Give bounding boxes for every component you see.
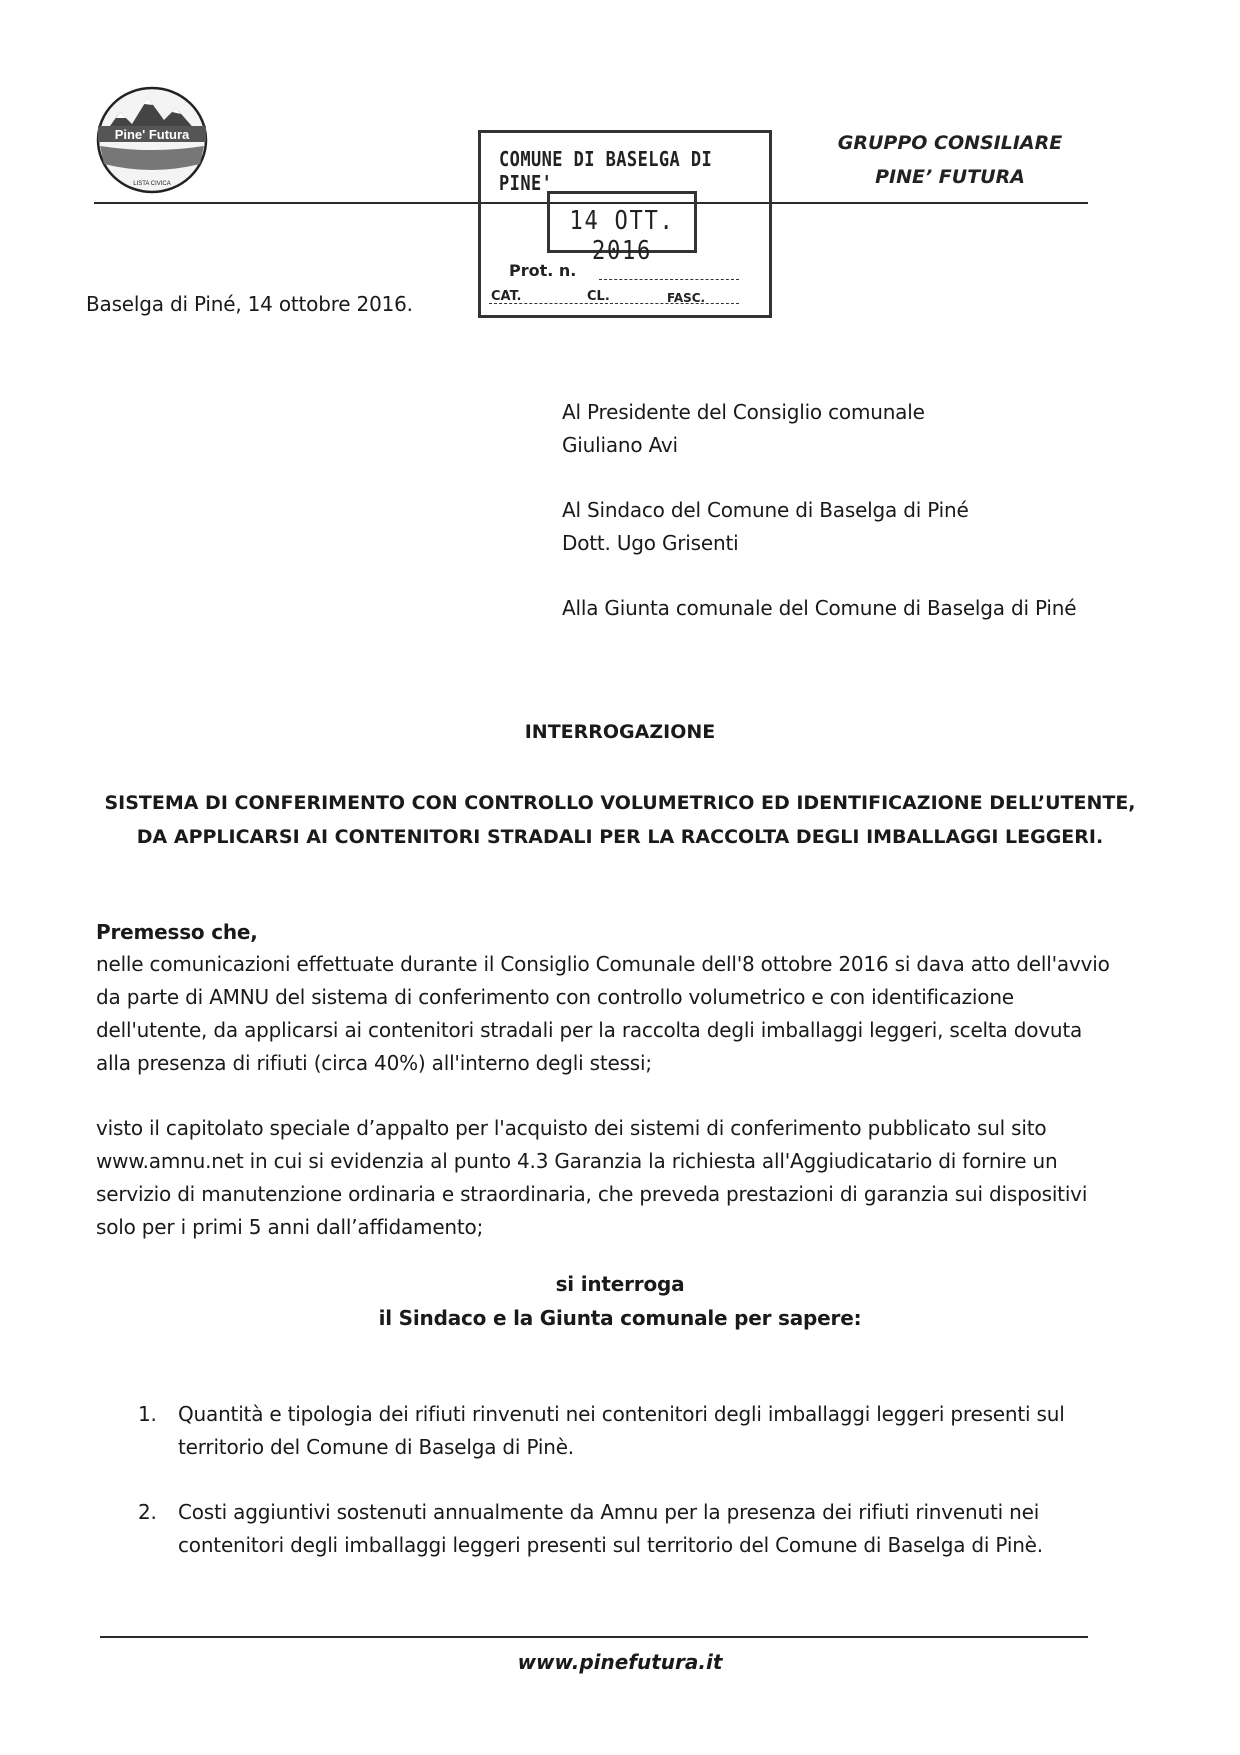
place-date: Baselga di Piné, 14 ottobre 2016. (86, 292, 413, 316)
group-line-1: GRUPPO CONSILIARE (837, 132, 1063, 154)
protocol-stamp (478, 130, 772, 318)
spacer (562, 462, 1122, 494)
group-line-2: PINE’ FUTURA (875, 166, 1025, 188)
pine-futura-logo (86, 84, 218, 196)
interroga-block (0, 1268, 1240, 1336)
stamp-cat-line (489, 303, 739, 304)
interroga-line-2: il Sindaco e la Giunta comunale per sapere: (378, 1306, 862, 1330)
stamp-prot-label: Prot. n. (509, 261, 577, 280)
premesso-heading: Premesso che, (96, 920, 258, 944)
question-text: Costi aggiuntivi sostenuti annualmente da Amnu per la presenza dei rifiuti rinvenuti nei contenitori degli imballaggi leggeri presenti sul territorio del Comune di Baselga di Pinè. (178, 1500, 1043, 1557)
recipient-line: Alla Giunta comunale del Comune di Baselga di Piné (562, 596, 1077, 620)
stamp-comune: COMUNE DI BASELGA DI PINE' (499, 147, 713, 195)
premesso-paragraph-2: visto il capitolato speciale d’appalto per l'acquisto dei sistemi di conferimento pubblicato sul sito www.amnu.net in cui si evidenzia al punto 4.3 Garanzia la richiesta all'Aggiudicatario di fornire un servizio di manutenzione ordinaria e straordinaria, che preveda prestazioni di garanzia sui dispositivi solo per i primi 5 anni dall’affidamento; (96, 1116, 1088, 1239)
group-heading (800, 126, 1100, 194)
stamp-date-box (547, 191, 697, 266)
logo-text: Pine' Futura (114, 127, 190, 142)
stamp-date: 14 OTT. 2016 (569, 206, 675, 266)
stamp-prot-line (599, 279, 739, 280)
question-number: 2. (138, 1500, 157, 1524)
document-type-heading: INTERROGAZIONE (524, 721, 716, 743)
stamp-cat-label: CAT. (491, 289, 522, 304)
stamp-fasc-label: FASC. (667, 291, 706, 305)
subject-heading: SISTEMA DI CONFERIMENTO CON CONTROLLO VOLUMETRICO ED IDENTIFICAZIONE DELL’UTENTE, DA APPLICARSI AI CONTENITORI STRADALI PER LA RACCOLTA DEGLI IMBALLAGGI LEGGERI. (104, 792, 1136, 848)
list-item (138, 1398, 1098, 1464)
stamp-cl-label: CL. (587, 289, 610, 304)
logo-subtext: LISTA CIVICA (133, 181, 171, 187)
recipient-line: Al Sindaco del Comune di Baselga di Piné (562, 498, 969, 522)
spacer (562, 560, 1122, 592)
footer-divider (100, 1636, 1088, 1638)
recipient-line: Al Presidente del Consiglio comunale (562, 400, 925, 424)
question-text: Quantità e tipologia dei rifiuti rinvenuti nei contenitori degli imballaggi leggeri presenti sul territorio del Comune di Baselga di Pinè. (178, 1402, 1065, 1459)
mountain-logo-icon (86, 84, 218, 196)
recipient-line: Giuliano Avi (562, 433, 678, 457)
recipient-line: Dott. Ugo Grisenti (562, 531, 739, 555)
footer-website: www.pinefutura.it (517, 1650, 723, 1674)
questions-list (138, 1398, 1098, 1594)
list-item (138, 1496, 1098, 1562)
interroga-line-1: si interroga (555, 1272, 685, 1296)
recipients-block (562, 396, 1122, 625)
premesso-paragraph-1: nelle comunicazioni effettuate durante il Consiglio Comunale dell'8 ottobre 2016 si dava atto dell'avvio da parte di AMNU del sistema di conferimento con controllo volumetrico e con identificazione dell'utente, da applicarsi ai contenitori stradali per la raccolta degli imballaggi leggeri, scelta dovuta alla presenza di rifiuti (circa 40%) all'interno degli stessi; (96, 952, 1110, 1075)
question-number: 1. (138, 1402, 157, 1426)
